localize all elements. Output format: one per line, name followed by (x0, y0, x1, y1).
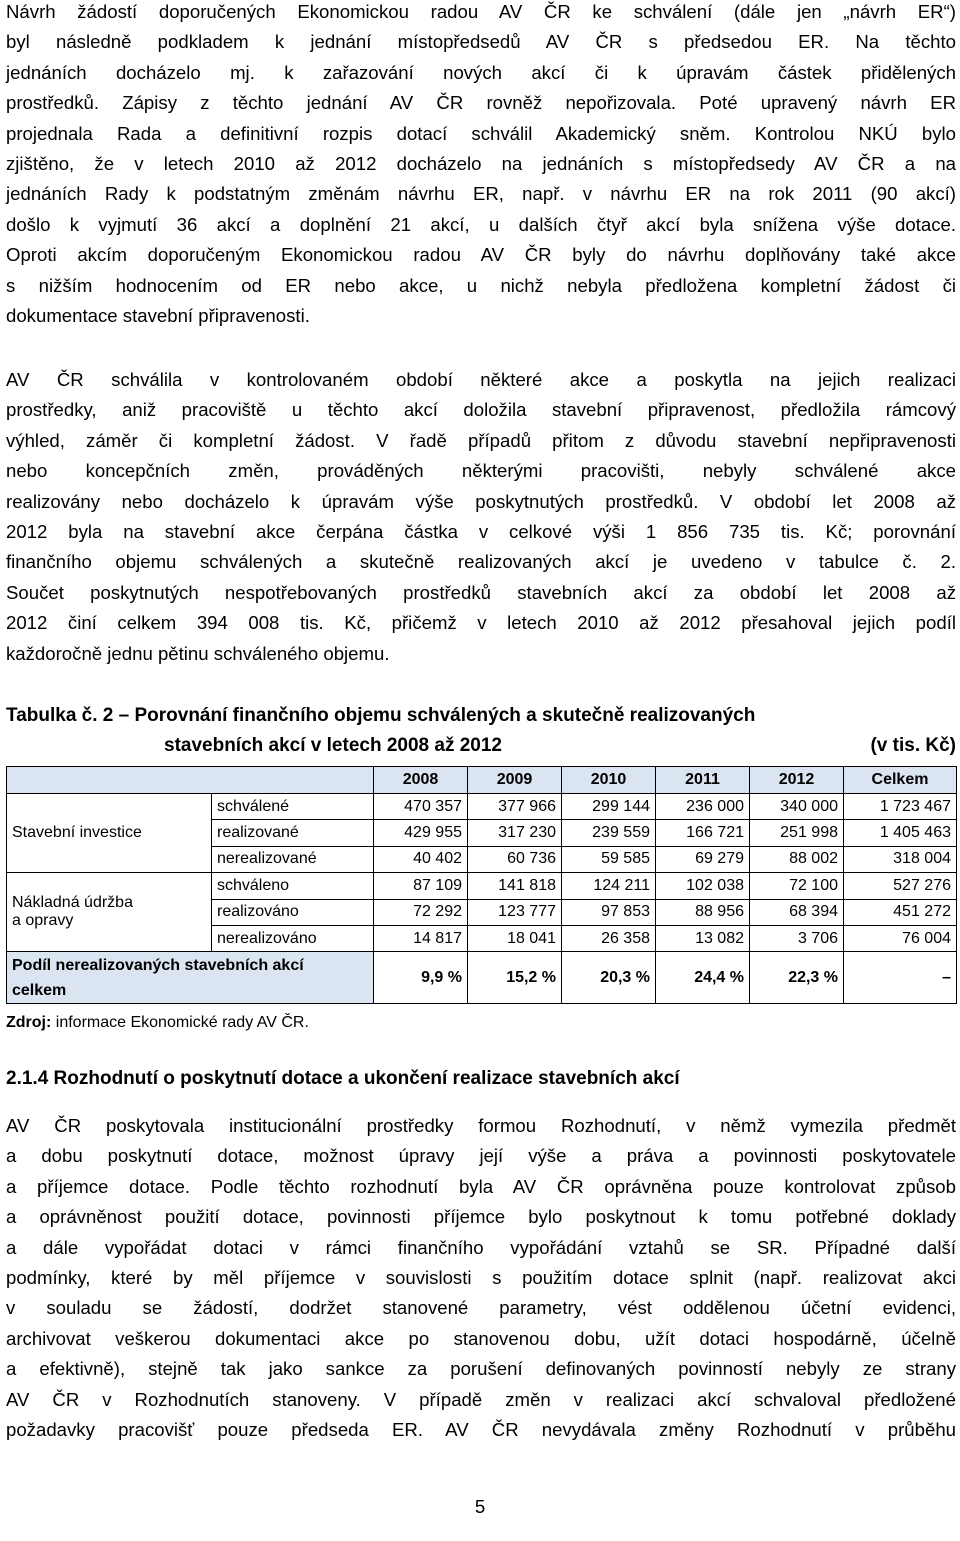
table-cell: 72 292 (374, 899, 468, 925)
table-cell: 18 041 (468, 925, 562, 951)
text-line: byl následně podkladem k jednání místopředsedů AV ČR s předsedou ER. Na těchto (6, 31, 956, 53)
group-label (7, 873, 212, 952)
group-label-line: a opravy (12, 912, 74, 930)
table-cell: 102 038 (656, 873, 750, 899)
share-label-line: Podíl nerealizovaných stavebních akcí (12, 956, 304, 974)
share-cell: 24,4 % (656, 952, 750, 1004)
caption-line: Tabulka č. 2 – Porovnání finančního objemu schválených a skutečně realizovaných (6, 705, 756, 726)
table-caption (6, 701, 956, 761)
table-cell: 1 405 463 (844, 820, 957, 846)
table-cell: 166 721 (656, 820, 750, 846)
share-cell: 22,3 % (750, 952, 844, 1004)
text-line: požadavky pracovišť pouze předseda ER. AV ČR nevydávala změny Rozhodnutí v průběhu (6, 1419, 956, 1441)
caption-title-end: stavebních akcí v letech 2008 až 2012 (164, 735, 502, 756)
text-line: 2012 byla na stavební akce čerpána částka v celkové výši 1 856 735 tis. Kč; porovnání (6, 521, 956, 543)
row-label: nerealizováno (212, 925, 374, 951)
column-header: 2009 (468, 767, 562, 794)
table-header-row (7, 767, 957, 794)
row-label: schváleno (212, 873, 374, 899)
text-line: výhled, záměr či kompletní žádost. V řadě případů přitom z důvodu stavební nepřipravenosti (6, 429, 956, 451)
row-label: realizované (212, 820, 374, 846)
table-cell: 26 358 (562, 925, 656, 951)
share-cell: 15,2 % (468, 952, 562, 1004)
share-cell: – (844, 952, 957, 1004)
text-line: jednáních docházelo mj. k zařazování nových akcí či k úpravám částek přidělených (6, 61, 956, 83)
share-label (7, 952, 374, 1004)
column-header: 2012 (750, 767, 844, 794)
column-header: 2010 (562, 767, 656, 794)
paragraph-1 (6, 0, 956, 331)
table-cell: 59 585 (562, 846, 656, 872)
paragraph-3 (6, 1111, 956, 1445)
table-cell: 13 082 (656, 925, 750, 951)
table-cell: 88 002 (750, 846, 844, 872)
share-cell: 20,3 % (562, 952, 656, 1004)
text-line: Oproti akcím doporučeným Ekonomickou radou AV ČR byly do návrhu doplňovány také akce (6, 244, 956, 266)
header-empty-cell (7, 767, 374, 794)
table-cell: 251 998 (750, 820, 844, 846)
text-line: Návrh žádostí doporučených Ekonomickou radou AV ČR ke schválení (dále jen „návrh ER“) (6, 1, 956, 22)
table-cell: 429 955 (374, 820, 468, 846)
text-line: zjištěno, že v letech 2010 až 2012 docházelo na jednáních s místopředsedy AV ČR a na (6, 153, 956, 175)
text-line: AV ČR v Rozhodnutích stanoveny. V případě změn v realizaci akcí schvaloval předložené (6, 1388, 956, 1410)
table-cell: 299 144 (562, 794, 656, 820)
text-line: v souladu se žádostí, dodržet stanovené parametry, vést oddělenou účetní evidenci, (6, 1297, 956, 1319)
column-header: 2011 (656, 767, 750, 794)
text-line: s nižším hodnocením od ER nebo akce, u nichž nebyla předložena kompletní žádost či (6, 274, 956, 296)
table-cell: 97 853 (562, 899, 656, 925)
paragraph-2 (6, 365, 956, 669)
text-line: nebo koncepčních změn, prováděných některými pracovišti, nebyly schválené akce (6, 460, 956, 482)
text-line: AV ČR schválila v kontrolovaném období některé akce a poskytla na jejich realizaci (6, 369, 956, 390)
table-cell: 340 000 (750, 794, 844, 820)
table-cell: 141 818 (468, 873, 562, 899)
table-cell: 14 817 (374, 925, 468, 951)
table-cell: 72 100 (750, 873, 844, 899)
text-line: finančního objemu schválených a skutečně realizovaných akcí je uvedeno v tabulce č. 2. (6, 551, 956, 573)
group-label-line: Nákladná údržba (12, 894, 133, 912)
table-cell: 88 956 (656, 899, 750, 925)
table-cell: 527 276 (844, 873, 957, 899)
table-cell: 239 559 (562, 820, 656, 846)
section-heading: 2.1.4 Rozhodnutí o poskytnutí dotace a ukončení realizace stavebních akcí (6, 1068, 680, 1089)
caption-unit: (v tis. Kč) (870, 735, 956, 756)
text-line: 2012 činí celkem 394 008 tis. Kč, přičemž v letech 2010 až 2012 přesahoval jejich podíl (6, 612, 956, 634)
text-line: a příjemce dotace. Podle těchto rozhodnutí byla AV ČR oprávněna pouze kontrolovat způsob (6, 1175, 956, 1197)
text-line: a oprávněnost použití dotace, povinnosti příjemce bylo poskytnout k tomu potřebné doklady (6, 1206, 956, 1228)
page-number: 5 (474, 1496, 486, 1517)
text-line: AV ČR poskytovala institucionální prostředky formou Rozhodnutí, v němž vymezila předmět (6, 1115, 956, 1136)
table-cell: 60 736 (468, 846, 562, 872)
share-label-line: celkem (12, 981, 67, 999)
column-header: 2008 (374, 767, 468, 794)
text-line: došlo k vyjmutí 36 akcí a doplnění 21 akcí, u dalších čtyř akcí byla snížena výše dotace. (6, 213, 956, 235)
table-cell: 1 723 467 (844, 794, 957, 820)
share-cell: 9,9 % (374, 952, 468, 1004)
table-cell: 40 402 (374, 846, 468, 872)
comparison-table (6, 766, 957, 1004)
table-cell: 318 004 (844, 846, 957, 872)
group-label: Stavební investice (7, 794, 212, 873)
text-line: Součet poskytnutých nespotřebovaných prostředků stavebních akcí za období let 2008 až (6, 581, 956, 603)
text-line: podmínky, které by měl příjemce v souvislosti s použitím dotace splnit (např. realizovat akci (6, 1267, 956, 1289)
table-cell: 76 004 (844, 925, 957, 951)
table-cell: 68 394 (750, 899, 844, 925)
text-line: každoročně jednu pětinu schváleného objemu. (6, 642, 390, 664)
table-row (7, 873, 957, 899)
share-row (7, 952, 957, 1004)
table-cell: 3 706 (750, 925, 844, 951)
text-line: prostředků. Zápisy z těchto jednání AV ČR rovněž nepořizovala. Poté upravený návrh ER (6, 92, 956, 114)
table-cell: 69 279 (656, 846, 750, 872)
table-cell: 377 966 (468, 794, 562, 820)
text-line: dokumentace stavební připravenosti. (6, 305, 310, 327)
text-line: prostředky, aniž pracoviště u těchto akcí doložila stavební připravenost, předložila rámcový (6, 399, 956, 421)
table-row (7, 794, 957, 820)
source-text: informace Ekonomické rady AV ČR. (51, 1014, 309, 1031)
text-line: jednáních Rady k podstatným změnám návrhu ER, např. v návrhu ER na rok 2011 (90 akcí) (6, 183, 956, 205)
table-cell: 451 272 (844, 899, 957, 925)
source-label: Zdroj: (6, 1014, 52, 1031)
row-label: schválené (212, 794, 374, 820)
row-label: realizováno (212, 899, 374, 925)
text-line: realizovány nebo docházelo k úpravám výše poskytnutých prostředků. V období let 2008 až (6, 490, 956, 512)
text-line: a efektivně), stejně tak jako sankce za porušení definovaných povinností nebyly ze strany (6, 1358, 956, 1380)
text-line: a dobu poskytnutí dotace, možnost úpravy její výše a práva a povinnosti poskytovatele (6, 1145, 956, 1167)
caption-line (6, 731, 956, 761)
table-cell: 87 109 (374, 873, 468, 899)
column-header: Celkem (844, 767, 957, 794)
table-source-note (6, 1014, 309, 1032)
table-cell: 470 357 (374, 794, 468, 820)
table-cell: 236 000 (656, 794, 750, 820)
table-cell: 124 211 (562, 873, 656, 899)
table-cell: 123 777 (468, 899, 562, 925)
text-line: a dále vypořádat dotaci v rámci finančního vypořádání vztahů se SR. Případné další (6, 1236, 956, 1258)
row-label: nerealizované (212, 846, 374, 872)
table-cell: 317 230 (468, 820, 562, 846)
text-line: archivovat veškerou dokumentaci akce po stanovenou dobu, užít dotaci hospodárně, účelně (6, 1327, 956, 1349)
text-line: projednala Rada a definitivní rozpis dotací schválil Akademický sněm. Kontrolou NKÚ bylo (6, 122, 956, 144)
